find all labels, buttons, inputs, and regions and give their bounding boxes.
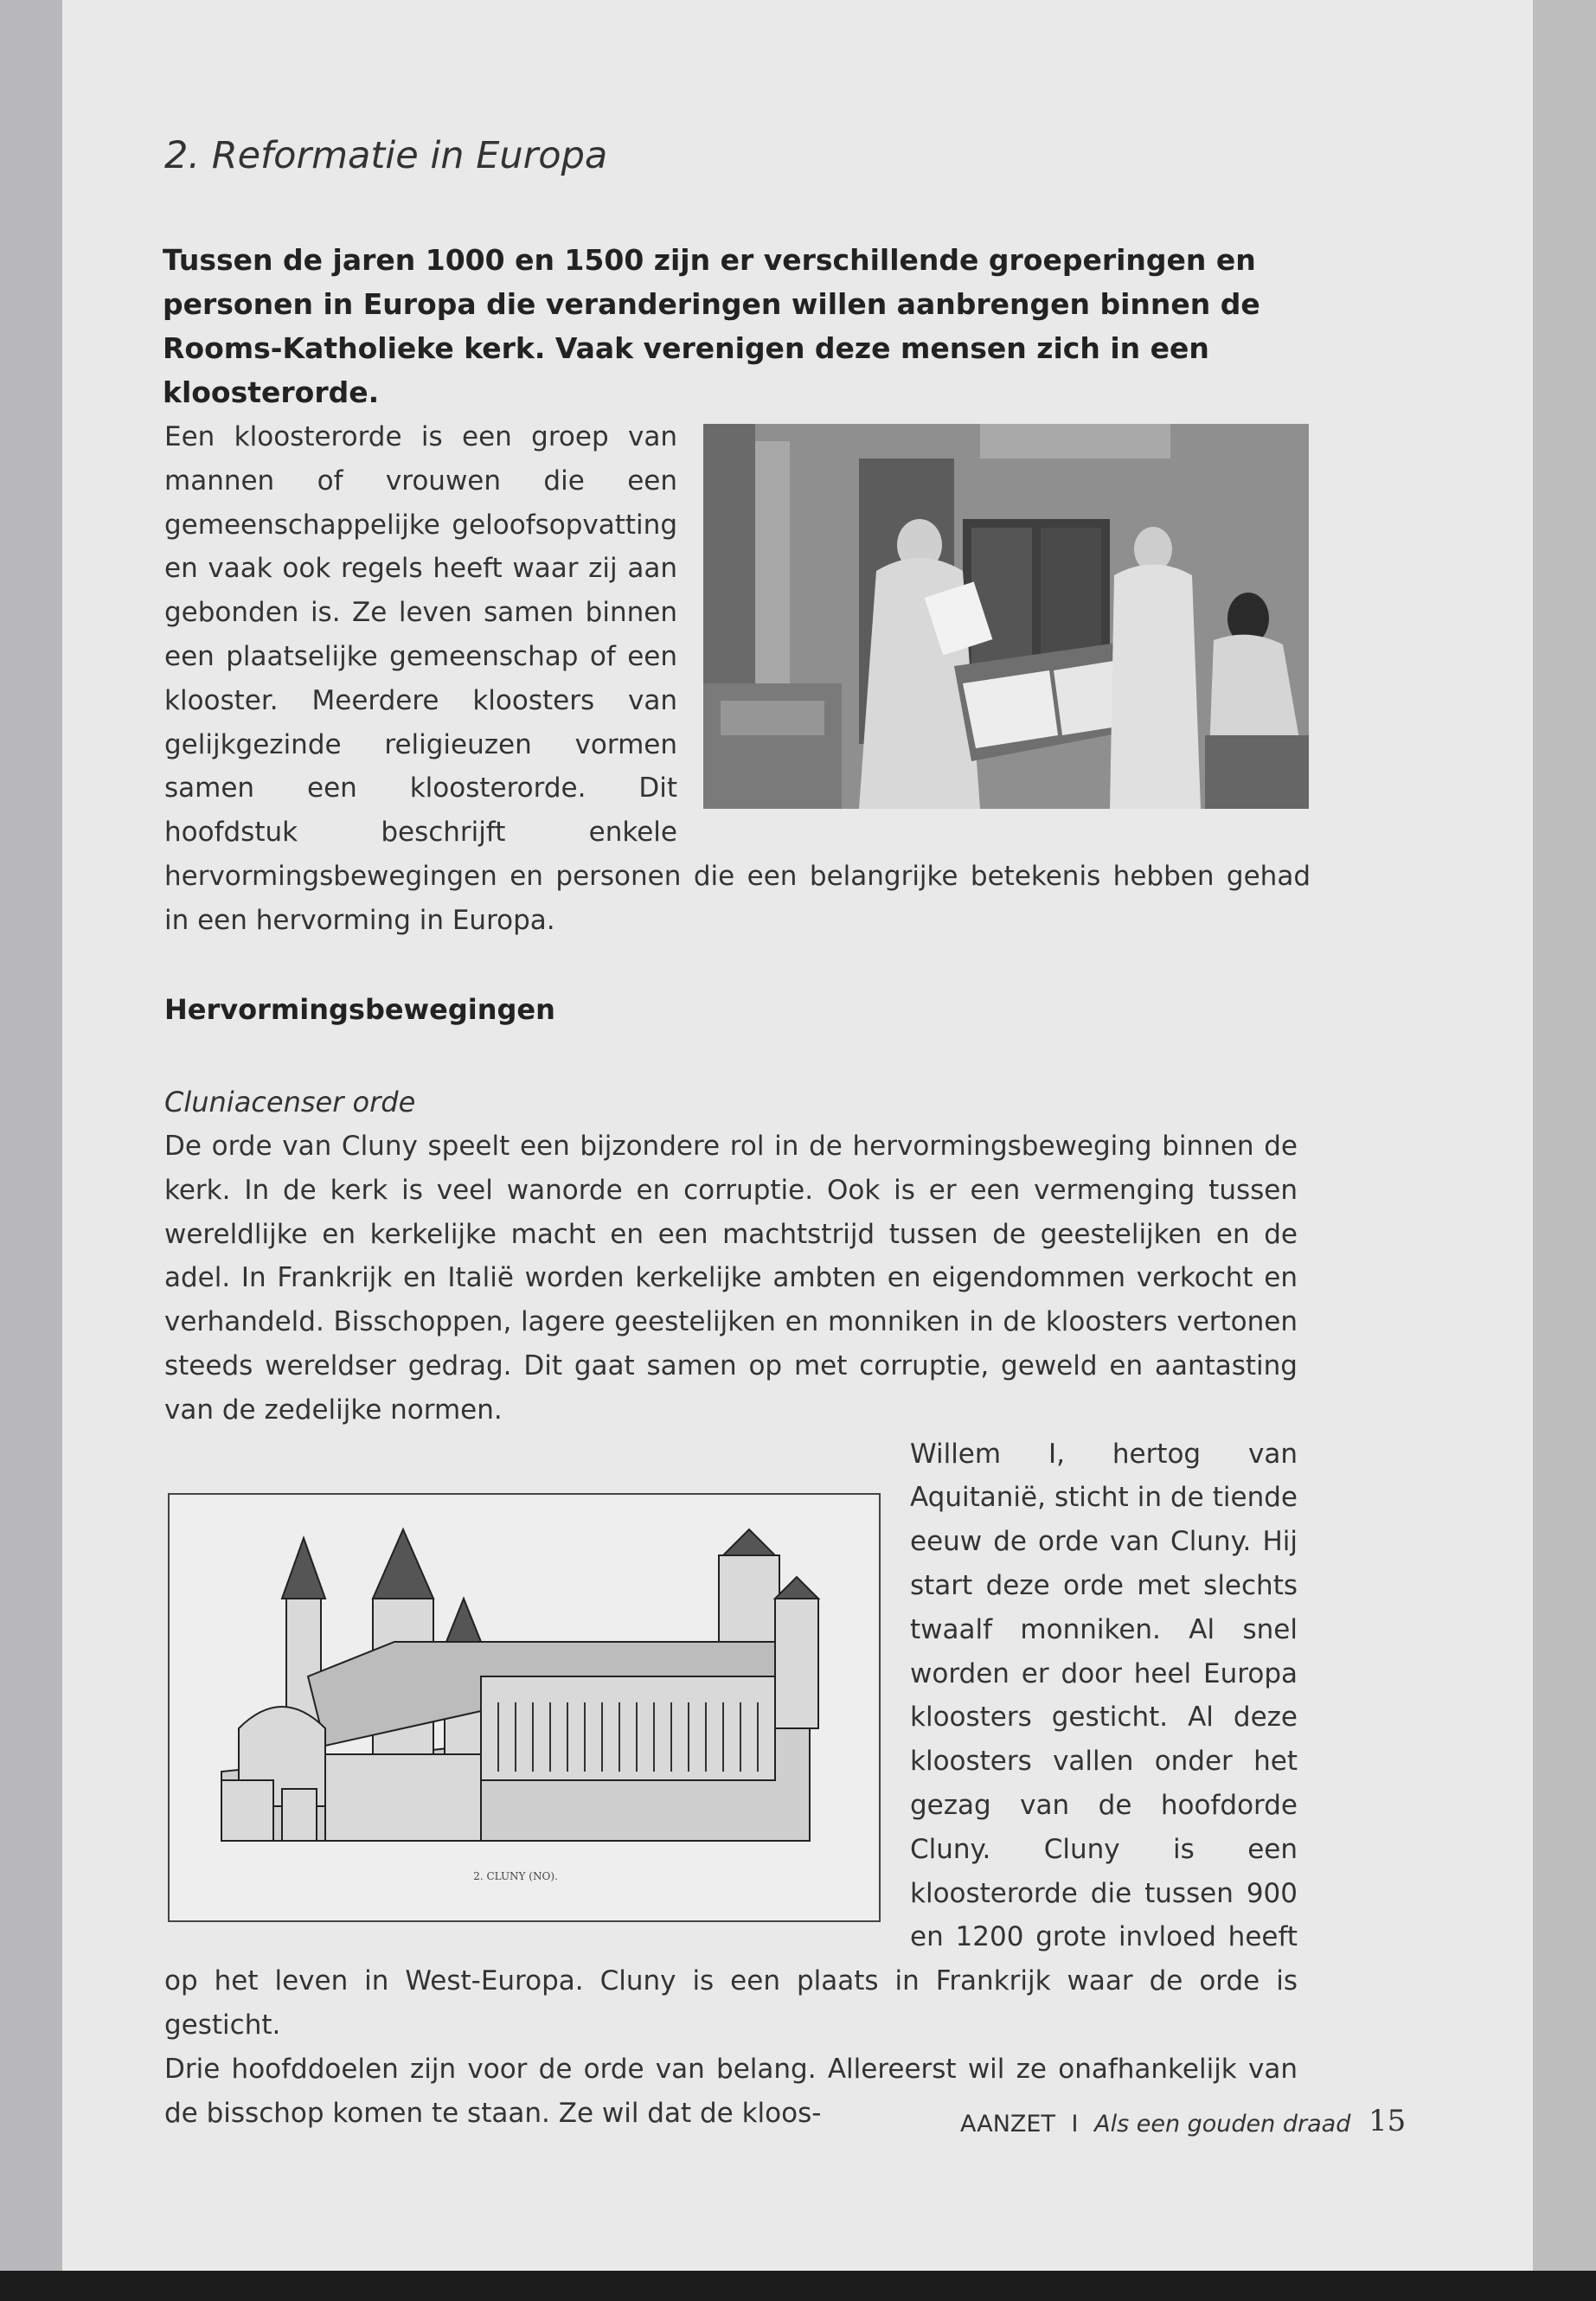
monks-scene-image	[703, 424, 1309, 809]
kloosterorde-section	[164, 415, 1311, 943]
page-right-edge	[1533, 0, 1596, 2301]
drawing-caption: 2. CLUNY (NO).	[473, 1869, 558, 1882]
cluny-abbey-drawing	[168, 1493, 881, 1922]
cluny-paragraph-2-text: Willem I, hertog van Aquitanië, sticht in de tiende eeuw de orde van Cluny. Hij start deze orde met slechts twaalf monniken. Al snel worden er door heel Europa kloosters gesticht. Al deze kloosters vallen onder het gezag van de hoofdorde Cluny. Cluny is een kloosterorde die tussen 900 en 1200 grote invloed heeft op het leven in West-Europa. Cluny is een plaats in Frankrijk waar de orde is gesticht.	[164, 1438, 1298, 2041]
page-number: 15	[1368, 2104, 1407, 2138]
chapter-heading: 2. Reformatie in Europa	[164, 134, 608, 177]
section-subheading: Hervormingsbewegingen	[164, 993, 555, 1026]
intro-paragraph: Tussen de jaren 1000 en 1500 zijn er verschillende groeperingen en personen in Europa die veranderingen willen aanbrengen binnen de Rooms-Katholieke kerk. Vaak verenigen deze mensen zich in een kloosterorde.	[163, 243, 1260, 409]
cluny-paragraph-1: De orde van Cluny speelt een bijzondere rol in de hervormingsbeweging binnen de kerk. In de kerk is veel wanorde en corruptie. Ook is er een vermenging tussen wereldlijke en kerkelijke macht en een machtstrijd tussen de geestelijken en de adel. In Frankrijk en Italië worden kerkelijke ambten en eigendommen verkocht en verhandeld. Bisschoppen, lagere geestelijken en monniken in de kloosters vertonen steeds wereldser gedrag. Dit gaat samen op met corruptie, geweld en aantasting van de zedelijke normen.	[164, 1131, 1298, 1426]
abbey-line-drawing	[170, 1495, 879, 1888]
footer-title: Als een gouden draad	[1094, 2111, 1351, 2138]
cluny-title: Cluniacenser orde	[164, 1086, 416, 1118]
scan-bottom-strip	[0, 2271, 1596, 2301]
footer-separator: I	[1071, 2111, 1079, 2138]
cluny-paragraph-2	[164, 1433, 1298, 2136]
cluny-section	[164, 1080, 1298, 2135]
cluny-paragraph-3-text: Drie hoofddoelen zijn voor de orde van belang. Allereerst wil ze onafhankelijk van de bisschop komen te staan. Ze wil dat de kloos-	[164, 2053, 1298, 2129]
footer-series: AANZET	[960, 2111, 1055, 2138]
monks-illustration	[703, 424, 1309, 809]
kloosterorde-paragraph: Een kloosterorde is een groep van mannen of vrouwen die een gemeenschappelijke geloofsopvatting en vaak ook regels heeft waar zij aan gebonden is. Ze leven samen binnen een plaatselijke gemeenschap of een klooster. Meerdere kloosters van gelijkgezinde religieuzen vormen samen een kloosterorde. Dit hoofdstuk beschrijft enkele hervormingsbewegingen en personen die een belangrijke betekenis hebben gehad in een hervorming in Europa.	[164, 421, 1311, 936]
page-footer	[960, 2111, 1350, 2138]
page-left-edge	[0, 0, 62, 2301]
